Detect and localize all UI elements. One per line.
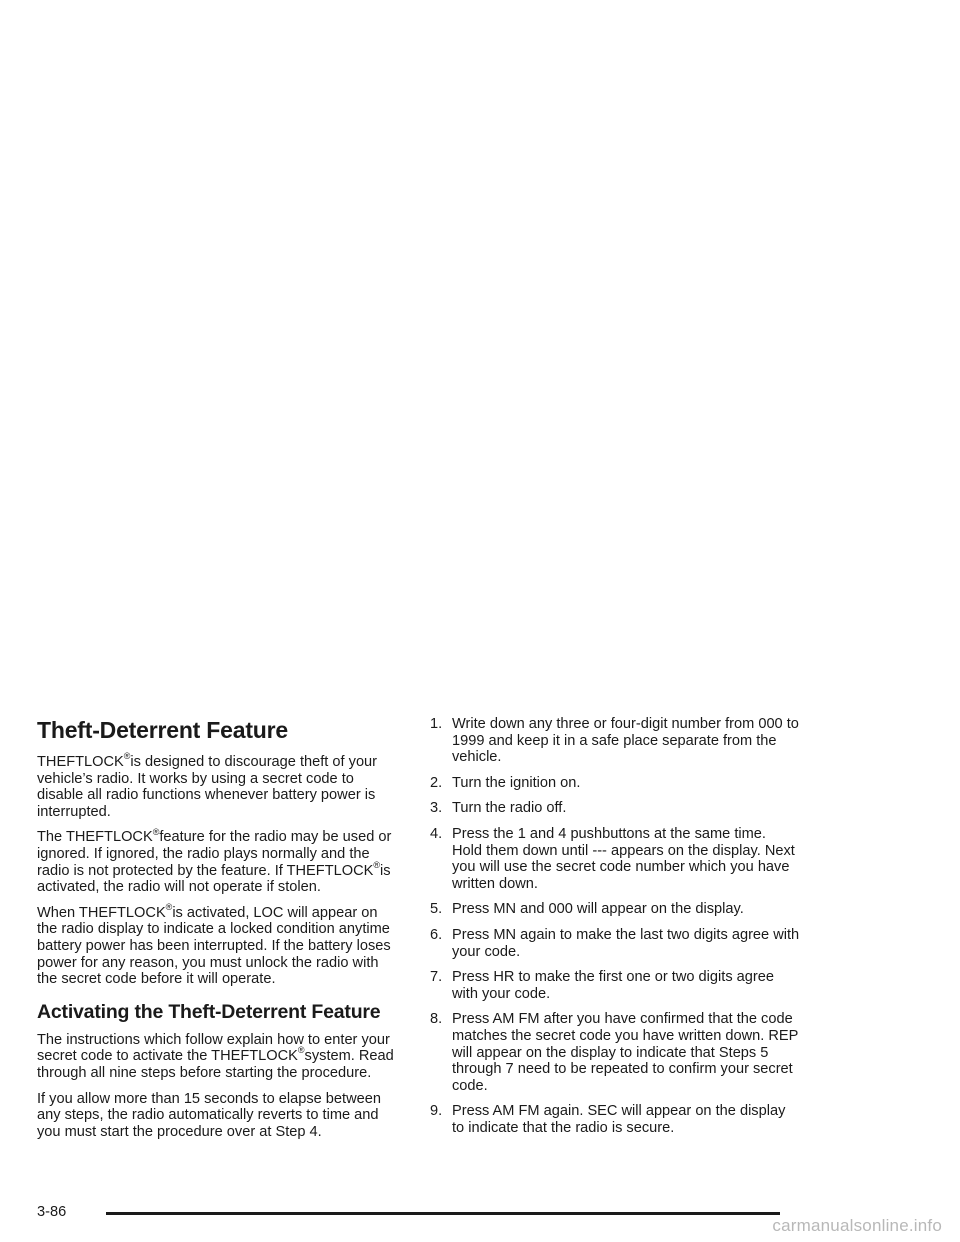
step-number: 2. bbox=[430, 774, 443, 791]
registered-mark: ® bbox=[152, 826, 160, 837]
list-item bbox=[430, 901, 800, 918]
list-item bbox=[430, 716, 800, 766]
watermark[interactable]: carmanualsonline.info bbox=[772, 1216, 942, 1235]
list-item bbox=[430, 927, 800, 960]
paragraph-instructions bbox=[37, 1032, 395, 1082]
step-number: 1. bbox=[430, 716, 443, 732]
list-item bbox=[430, 1103, 800, 1136]
steps-list bbox=[430, 716, 800, 1136]
list-item bbox=[430, 775, 800, 792]
right-column bbox=[430, 716, 800, 1145]
paragraph-intro bbox=[37, 751, 395, 820]
step-number: 8. bbox=[430, 1011, 443, 1028]
step-text: Press HR to make the first one or two digits agree with your code. bbox=[452, 969, 775, 1002]
step-number: 6. bbox=[430, 926, 443, 943]
step-text: Press AM FM again. SEC will appear on the display to indicate that the radio is secure. bbox=[452, 1103, 786, 1136]
step-text: Turn the ignition on. bbox=[452, 774, 581, 791]
step-number: 3. bbox=[430, 800, 443, 817]
paragraph-timeout bbox=[37, 1091, 395, 1141]
text-fragment: THEFTLOCK bbox=[37, 754, 124, 770]
text-fragment: The THEFTLOCK bbox=[37, 829, 153, 846]
step-text: Write down any three or four-digit number from 000 to 1999 and keep it in a safe place separate from the vehicle. bbox=[452, 716, 799, 766]
step-number: 7. bbox=[430, 969, 443, 986]
step-text: Press AM FM after you have confirmed that the code matches the secret code you have written down. REP will appear on the display to indicate that Steps 5 through 7 need to be repeated to confirm your secret code. bbox=[452, 1011, 799, 1094]
page-number: 3-86 bbox=[37, 1204, 67, 1220]
text-fragment: The instructions which follow explain how to enter your secret code to activate the THEFTLOCK bbox=[37, 1031, 390, 1065]
step-number: 9. bbox=[430, 1103, 443, 1120]
step-text: Turn the radio off. bbox=[452, 800, 567, 817]
list-item bbox=[430, 1011, 800, 1094]
step-text: Press MN and 000 will appear on the display. bbox=[452, 901, 744, 918]
text-fragment: When THEFTLOCK bbox=[37, 904, 166, 921]
text-fragment: system. Read through all nine steps before starting the procedure. bbox=[37, 1048, 394, 1081]
step-number: 5. bbox=[430, 901, 443, 918]
section-title: Theft-Deterrent Feature bbox=[37, 717, 288, 743]
registered-mark: ® bbox=[123, 751, 131, 762]
text-fragment: is activated, the radio will not operate if stolen. bbox=[37, 862, 391, 896]
step-number: 4. bbox=[430, 825, 443, 842]
left-column bbox=[37, 716, 395, 1149]
footer-divider bbox=[106, 1212, 780, 1215]
text-fragment: is designed to discourage theft of your vehicle’s radio. It works by using a secret code to disable all radio functions whenever battery power is interrupted. bbox=[37, 754, 378, 820]
list-item bbox=[430, 969, 800, 1002]
subsection-title: Activating the Theft-Deterrent Feature bbox=[37, 1000, 381, 1023]
step-text: Press MN again to make the last two digits agree with your code. bbox=[452, 926, 800, 960]
text-fragment: feature for the radio may be used or ignored. If ignored, the radio plays normally and the radio is not protected by the feature. If THEFTLOCK bbox=[37, 829, 392, 879]
list-item bbox=[430, 800, 800, 817]
text-fragment: is activated, LOC will appear on the radio display to indicate a locked condition anytime battery power has been interrupted. If the battery loses power for any reason, you must unlock the radio with the secret code before it will operate. bbox=[37, 904, 391, 988]
list-item bbox=[430, 826, 800, 892]
paragraph-locked bbox=[37, 901, 395, 988]
text-fragment: If you allow more than 15 seconds to elapse between any steps, the radio automatically reverts to time and you must start the procedure over at Step 4. bbox=[37, 1090, 381, 1140]
paragraph-usage bbox=[37, 826, 395, 896]
registered-mark: ® bbox=[165, 901, 173, 912]
registered-mark: ® bbox=[297, 1045, 305, 1056]
step-text: Press the 1 and 4 pushbuttons at the same time. Hold them down until --- appears on the display. Next you will use the secret code number which you have written down. bbox=[452, 825, 795, 892]
registered-mark: ® bbox=[373, 859, 380, 870]
